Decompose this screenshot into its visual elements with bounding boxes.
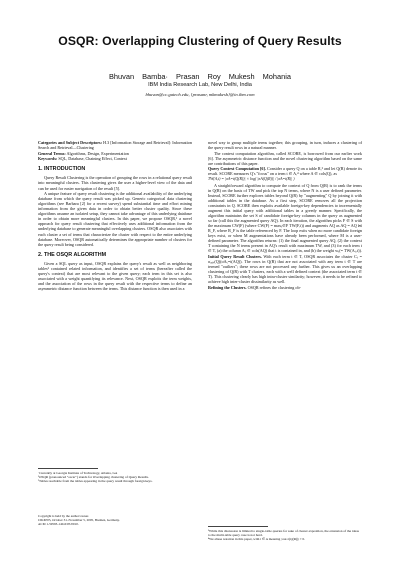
left-footnotes: [38, 468, 192, 484]
section-heading-algorithm: 2. THE OSQR ALGORITHM: [38, 251, 107, 258]
query-context-label: Query Context Computation [6].: [208, 166, 266, 172]
intro-paragraph-1: Query Result Clustering is the operation of grouping the rows in a relational query result into meaningful clusters. This clustering gives the user a higher-level view of the data and can be used for easier navigation of the result [5].: [38, 175, 192, 191]
refining-label: Refining the Clusters.: [208, 284, 247, 290]
keywords-paragraph: [38, 156, 192, 161]
copyright-line: ACM 1-59593-140-6/05/0010.: [38, 522, 79, 527]
refining-text: OSQR refines the clustering ob-: [247, 284, 301, 290]
score-algorithm-paragraph: A straightforward algorithm to compute the context of Q from Q(R) is to rank the terms in Q(R) on the basis of TW and pick the top N terms, where N is a user defined parameter. Instead, SCORE further explores tables beyond Q(R) by "augmenting" Q by joining it with additional tables in the database. As a first step, SCORE removes all the projection constraints in Q. SCORE then exploits available foreign-key dependencies to incrementally augment this initial query with additional tables in a greedy manner. Specifically, the algorithm maintains the set S of candidate foreign-key columns in the query as augmented so far (call this the augmented query AQ). In each iteration, the algorithm picks F ∈ S with the maximum CW(F) (where CW(F) = maxₜ∈F TW(F,t)) and augments AQ as AQ = AQ ⋈ R_F, where R_F is the table referenced by F. The loop exits when no more candidate foreign keys exist, or when M augmentations have already been performed, where M is a user-defined parameter. The algorithm returns: (1) the final augmented query AQ, (2) the context T containing the N terms present in AQ's result with maximum TW, and (3) for each term t ∈ T, (a) the column Aₜ ∈ cols(AQ) that t is contained in, and (b) the weight wₜ(= TW(Aₜ,t)).: [208, 182, 362, 254]
paper-affiliation: IBM India Research Lab, New Delhi, India: [148, 82, 252, 88]
paper-emails: bhuvan@cc.gatech.edu, {prasanr, mkmukesh}@in.ibm.com: [145, 92, 255, 97]
footnote-item: ·Currently at Georgia Institute of Technology, Atlanta, GA: [38, 471, 118, 475]
keywords-label: Keywords:: [38, 156, 58, 162]
footnote-item: ¹OSQR (pronounced "oscar") stands for Overlapping clustering of Query Results.: [38, 475, 149, 480]
copyright-line: CIKM'05, October 31–November 5, 2005, Bremen, Germany.: [38, 518, 120, 523]
tw-formula: TW(A,t) = |σA=t(Q(R))| × log( |πA(Q(R))| / |σA=t(R)| ): [208, 177, 295, 182]
keywords-text: SQL, Database, Chaining Effect, Context: [58, 156, 127, 162]
categories-paragraph: [38, 140, 192, 150]
query-context-paragraph: [208, 166, 362, 176]
categories-label: Categories and Subject Descriptors:: [38, 140, 103, 145]
algorithm-paragraph-1: Given a SQL query as input, OSQR explains the query's result as well as neighboring tables² contained related information, and identifies a set of terms (hereafter called the query's context) that are most relevant to the given query; each term in this set is also associated with a weight quantifying its relevance. Next, OSQR exploits the term weights, and the association of the rows in the query result with the respective terms to define an asymmetric distance function between the terms. This distance function is then used in a: [38, 260, 192, 291]
copyright-line: Copyright is held by the author/owner.: [38, 514, 89, 518]
right-footnotes: [208, 526, 362, 542]
right-paragraph-1: novel way to group multiple terms together; this grouping, in turn, induces a clustering of the query result rows in a natural manner.: [208, 140, 362, 151]
initial-clusters-label: Initial Query Result Clusters.: [208, 254, 262, 259]
terms-text: Algorithms, Design, Experimentation: [66, 150, 129, 156]
initial-clusters-paragraph: [208, 254, 362, 284]
right-column: [208, 140, 362, 291]
footnote-rule: [38, 468, 98, 469]
intro-paragraph-2: A unique feature of query result clustering is the additional availability of the underlying database from which the query result was picked up. Generic categorical data clustering algorithms (see Barbara [2] for a recent survey) spend substantial time and effort mining information from the given data in order to obtain better cluster quality. Since these algorithms assume an isolated setup, they cannot take advantage of this underlying database in order to obtain more meaningful clusters. In this paper, we propose OSQR,¹ a novel approach for query result clustering that effectively uses additional information from the underlying database to generate meaningful overlapping clusters. OSQR also associates with each cluster a set of terms that characterize the cluster with respect to the entire underlying database. Moreover, OSQR automatically determines the appropriate number of clusters for the query result being considered.: [38, 191, 192, 247]
footnote-item: ²Tables reachable from the tables appearing in the query result through foreign keys.: [38, 479, 153, 484]
right-paragraph-2: The context computation algorithm, called SCORE, is borrowed from our earlier work [6]. The asymmetric distance function and the novel clustering algorithm based on the same are contributions of this paper.: [208, 150, 362, 166]
categories-text: H.3 [Information Storage and Retrieval]: Information Search and Retrieval—Clustering: [38, 140, 192, 151]
footnote-rule: [208, 526, 268, 527]
section-heading-introduction: 1. INTRODUCTION: [38, 166, 86, 173]
left-column: [38, 140, 192, 292]
terms-label: General Terms:: [38, 150, 66, 156]
paper-authors: Bhuvan Bamba· Prasan Roy Mukesh Mohania: [109, 72, 291, 81]
terms-paragraph: [38, 151, 192, 156]
copyright-block: [38, 514, 192, 526]
query-context-text: Consider a query Q on a table R,³ and let Q(R) denote its result. SCORE measures Q's "focus" on a term t ∈ A,⁴ where A ∈ cols(Q), as: [208, 166, 362, 177]
paper-title: OSQR: Overlapping Clustering of Query Results: [58, 34, 342, 48]
footnote-item: ⁴We abuse notation in this paper, with t ∈ A meaning |σA=t(Q(R))| > 0.: [208, 537, 306, 542]
footnote-item: ³While this discussion is limited to single-table queries for sake of clearer exposition, the extension of the ideas to the multi-table query case is not hard.: [208, 529, 359, 538]
initial-clusters-text: With each term t ∈ T, OSQR associates the cluster Cₜ = σₐₓₖ(Q)(σAₜ=t(AQ)). The rows in Q(R) that are not associated with any term t ∈ T are termed "outliers"; these rows are not processed any further. This gives us an overlapping clustering of Q(R) with T clusters, each with a well defined context (the associated term t ∈ T). This clustering clearly has high intra-cluster similarity; however, it needs to be refined to achieve high inter-cluster dissimilarity as well.: [208, 254, 362, 285]
refining-paragraph: [208, 285, 362, 290]
